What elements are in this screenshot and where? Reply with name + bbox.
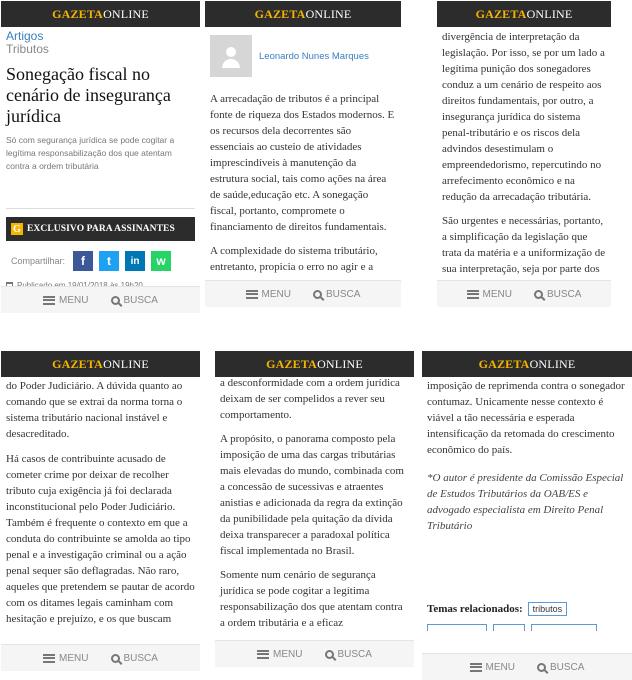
gazeta-online-logo[interactable]: GAZETAONLINE — [52, 7, 149, 21]
tag-partial[interactable] — [531, 624, 597, 631]
gazeta-online-logo[interactable]: GAZETAONLINE — [254, 7, 352, 21]
search-icon — [325, 650, 334, 659]
hamburger-icon — [470, 663, 482, 672]
site-header — [1, 1, 200, 27]
menu-button[interactable]: MENU — [467, 289, 512, 300]
menu-button[interactable]: MENU — [246, 289, 291, 300]
hamburger-icon — [43, 296, 55, 305]
gazeta-online-logo[interactable]: GAZETAONLINE — [478, 357, 576, 371]
hamburger-icon — [246, 290, 258, 299]
section-label: Tributos — [6, 42, 49, 56]
panel-5 — [215, 351, 414, 667]
tag-partial[interactable] — [427, 624, 487, 631]
menu-button[interactable]: MENU — [43, 295, 88, 306]
search-button[interactable]: BUSCA — [325, 649, 372, 660]
paragraph: do Poder Judiciário. A dúvida quanto ao comando que se extrai da norma torna o sistema tributário nacional instável e desacreditado. — [6, 380, 183, 440]
site-header — [1, 351, 200, 377]
paragraph: Há casos de contribuinte acusado de cometer crime por deixar de recolher tributo cuja exigência já foi declarada inconstitucional pelo Poder Judiciário. Também é frequente o contexto em que a conduta do contribuinte se amolda ao tipo penal e a investigação criminal ou a ação penal sequer são deflagradas. Não raro, aqueles que pretendem se pautar de acordo com os ditames legais caminham com hesitação e prejuízo, e os que buscam — [6, 453, 195, 625]
site-header — [437, 1, 611, 27]
paragraph: Somente num cenário de segurança jurídica se pode cogitar a legítima responsabilização dos que atentam contra a ordem tributária e a eficaz — [220, 569, 403, 629]
tag-partial[interactable] — [493, 624, 525, 631]
site-header — [215, 351, 414, 377]
twitter-icon[interactable]: t — [99, 251, 119, 271]
author-block — [210, 35, 396, 77]
related-topics — [427, 602, 627, 616]
panel-6 — [422, 351, 632, 680]
search-icon — [534, 290, 543, 299]
article-title: Sonegação fiscal no cenário de insegurança jurídica — [6, 64, 171, 126]
share-bar — [6, 251, 195, 271]
site-header — [205, 1, 401, 27]
search-icon — [537, 663, 546, 672]
category-link[interactable]: Artigos — [6, 29, 44, 43]
search-icon — [111, 296, 120, 305]
panel-3 — [437, 1, 611, 307]
bottom-nav — [215, 640, 414, 667]
paragraph: A complexidade do sistema tributário, entretanto, propicia o erro no agir e a — [210, 245, 378, 273]
panel-4 — [1, 351, 200, 671]
search-button[interactable]: BUSCA — [111, 653, 158, 664]
divider — [6, 208, 195, 209]
paragraph: A arrecadação de tributos é a principal fonte de riqueza dos Estados modernos. E os recursos dela decorrentes são essenciais ao custeio de atividades imprescindíveis à manutenção da estrutura social, tais como ações na área de saúde,educação etc. A sonegação fiscal, portanto, compromete o financiamento de direitos fundamentais. — [210, 93, 395, 233]
menu-button[interactable]: MENU — [470, 662, 515, 673]
search-icon — [313, 290, 322, 299]
exclusive-label: EXCLUSIVO PARA ASSINANTES — [27, 224, 175, 234]
hamburger-icon — [467, 290, 479, 299]
bottom-nav — [1, 286, 200, 313]
tag-tributos[interactable]: tributos — [528, 602, 568, 616]
bottom-nav — [437, 280, 611, 307]
author-name-link[interactable]: Leonardo Nunes Marques — [259, 50, 369, 62]
search-button[interactable]: BUSCA — [534, 289, 581, 300]
hamburger-icon — [43, 654, 55, 663]
bottom-nav — [205, 280, 401, 307]
paragraph: imposição de reprimenda contra o sonegador contumaz. Unicamente nesse contexto é viável a tão necessária e esperada intensificação da retomada do crescimento econômico do país. — [427, 380, 625, 456]
menu-button[interactable]: MENU — [257, 649, 302, 660]
author-note: *O autor é presidente da Comissão Especial de Estudos Tributários da OAB/ES e advogado especialista em Direito Penal Tributário — [427, 472, 624, 532]
more-tags — [427, 624, 627, 631]
paragraph: divergência de interpretação da legislação. Por isso, se por um lado a legítima punição dos sonegadores conduz a um cenário de respeito aos direitos fundamentais, por outro, a insegurança jurídica do sistema penal-tributário e os riscos dela advindos desestimulam o empreendedorismo, repercutindo no arrefecimento econômico e na redução da arrecadação tributária. — [442, 31, 605, 203]
gazeta-g-icon: G — [11, 223, 23, 235]
gazeta-online-logo[interactable]: GAZETAONLINE — [475, 7, 573, 21]
whatsapp-icon[interactable]: w — [151, 251, 171, 271]
panel-1 — [1, 1, 200, 313]
site-header — [422, 351, 632, 377]
facebook-icon[interactable]: f — [73, 251, 93, 271]
paragraph: A propósito, o panorama composto pela imposição de uma das cargas tributárias mais elevadas do mundo, combinada com a concessão de sucessivas e atraentes anistias e adicionada da regra da extinção da punibilidade pela quitação da dívida deixa transparecer a paradoxal política fiscal implementada no Brasil. — [220, 433, 404, 557]
search-button[interactable]: BUSCA — [111, 295, 158, 306]
bottom-nav — [1, 644, 200, 671]
paragraph: a desconformidade com a ordem jurídica deixam de ser compelidos a rever seu comportamento. — [220, 377, 400, 421]
linkedin-icon[interactable]: in — [125, 251, 145, 271]
panel-2 — [205, 1, 401, 307]
avatar — [210, 35, 252, 77]
share-label: Compartilhar: — [11, 256, 66, 266]
gazeta-online-logo[interactable]: GAZETAONLINE — [52, 357, 149, 371]
article-lead: Só com segurança jurídica se pode cogitar a legítima responsabilização dos que atentam contra a ordem tributária — [6, 135, 175, 171]
search-button[interactable]: BUSCA — [537, 662, 584, 673]
paragraph: São urgentes e necessárias, portanto, a simplificação da legislação que trata da matéria e a uniformização de sua interpretação, seja por parte dos — [442, 215, 606, 275]
search-icon — [111, 654, 120, 663]
exclusive-banner[interactable] — [6, 217, 195, 241]
bottom-nav — [422, 653, 632, 680]
search-button[interactable]: BUSCA — [313, 289, 360, 300]
gazeta-online-logo[interactable]: GAZETAONLINE — [266, 357, 363, 371]
hamburger-icon — [257, 650, 269, 659]
related-label: Temas relacionados: — [427, 603, 523, 615]
menu-button[interactable]: MENU — [43, 653, 88, 664]
